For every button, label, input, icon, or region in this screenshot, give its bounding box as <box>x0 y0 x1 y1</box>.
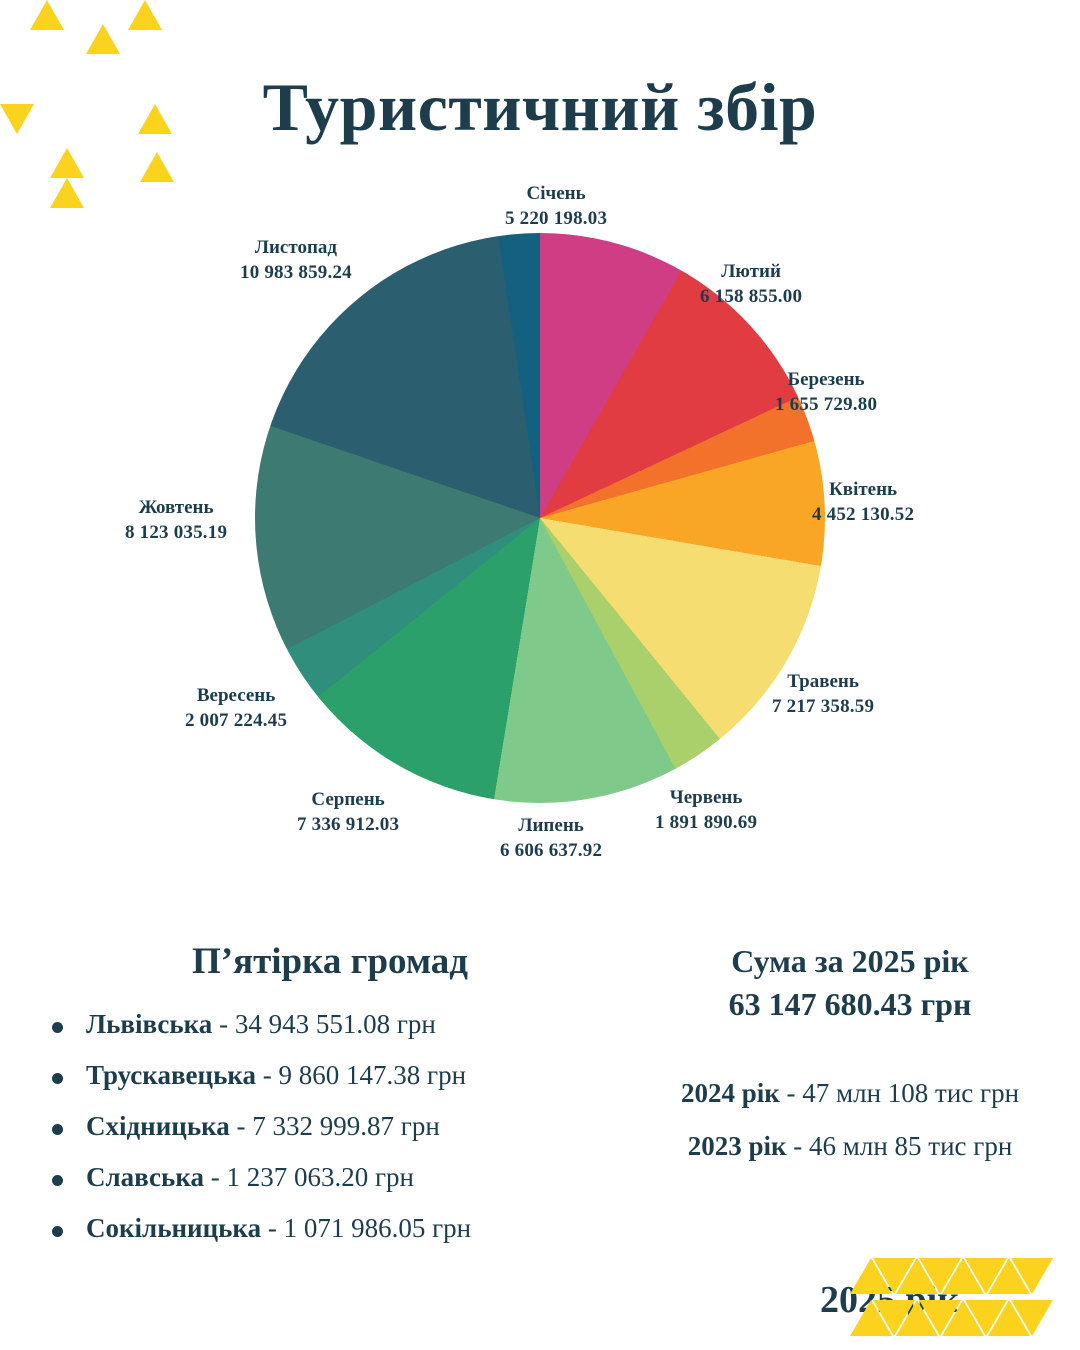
pie-label-sichen: Січень 5 220 198.03 <box>505 183 608 230</box>
community-separator: - <box>203 1162 227 1192</box>
pie-label-berezen: Березень 1 655 729.80 <box>775 369 878 416</box>
community-name: Східницька <box>86 1111 230 1141</box>
communities-list <box>30 1009 630 1244</box>
community-amount: 1 237 063.20 грн <box>226 1162 414 1192</box>
pie-label-lystopad: Листопад 10 983 859.24 <box>240 237 352 284</box>
decor-triangle <box>1011 1300 1053 1336</box>
pie-label-kviten: Квітень 4 452 130.52 <box>812 479 915 526</box>
decor-triangle <box>873 1300 915 1336</box>
community-separator: - <box>256 1060 279 1090</box>
decor-triangle <box>965 1258 1007 1294</box>
decor-triangle <box>965 1300 1007 1336</box>
pie-label-lypen: Липень 6 606 637.92 <box>500 815 603 862</box>
community-name: Львівська <box>86 1009 213 1039</box>
decor-triangle <box>128 0 162 30</box>
list-item <box>48 1009 630 1040</box>
community-amount: 7 332 999.87 грн <box>252 1111 440 1141</box>
list-item <box>48 1060 630 1091</box>
totals-heading-line1: Сума за 2025 рік <box>731 943 969 979</box>
list-item <box>48 1111 630 1142</box>
community-name: Сокільницька <box>86 1213 262 1243</box>
pie-label-lyutyi: Лютий 6 158 855.00 <box>700 261 803 308</box>
communities-title: П’ятірка громад <box>191 941 468 982</box>
pie-label-traven: Травень 7 217 358.59 <box>772 671 875 718</box>
pie-label-zhovten: Жовтень 8 123 035.19 <box>125 497 228 544</box>
community-separator: - <box>261 1213 284 1243</box>
list-item <box>48 1213 630 1244</box>
communities-block <box>30 940 630 1264</box>
footer-year: 2025 рік <box>820 1279 960 1321</box>
community-amount: 1 071 986.05 грн <box>283 1213 472 1243</box>
page-title: Туристичний збір <box>262 68 818 145</box>
decor-triangle <box>1011 1258 1053 1294</box>
pie-label-veresen: Вересень 2 007 224.45 <box>185 685 288 732</box>
community-separator: - <box>212 1009 235 1039</box>
totals-heading-line2: 63 147 680.43 грн <box>728 986 972 1023</box>
prev-year-2024: 2024 рік - 47 млн 108 тис грн <box>680 1078 1020 1109</box>
community-amount: 34 943 551.08 грн <box>234 1009 436 1039</box>
decor-triangle <box>873 1258 915 1294</box>
pie-chart <box>255 233 825 803</box>
totals-heading <box>630 940 1070 1026</box>
decor-triangle <box>30 0 64 30</box>
decor-triangle <box>919 1258 961 1294</box>
pie-label-cherven: Червень 1 891 890.69 <box>655 787 758 834</box>
community-separator: - <box>229 1111 253 1141</box>
community-amount: 9 860 147.38 грн <box>278 1060 467 1090</box>
community-name: Славська <box>86 1162 204 1192</box>
community-name: Трускавецька <box>86 1060 256 1090</box>
decor-triangle <box>86 24 120 54</box>
prev-year-2023: 2023 рік - 46 млн 85 тис грн <box>687 1131 1013 1162</box>
pie-chart-section <box>0 165 1080 885</box>
pie-label-serpen: Серпень 7 336 912.03 <box>297 789 400 836</box>
totals-block <box>630 940 1070 1162</box>
decor-triangle <box>919 1300 961 1336</box>
list-item <box>48 1162 630 1193</box>
